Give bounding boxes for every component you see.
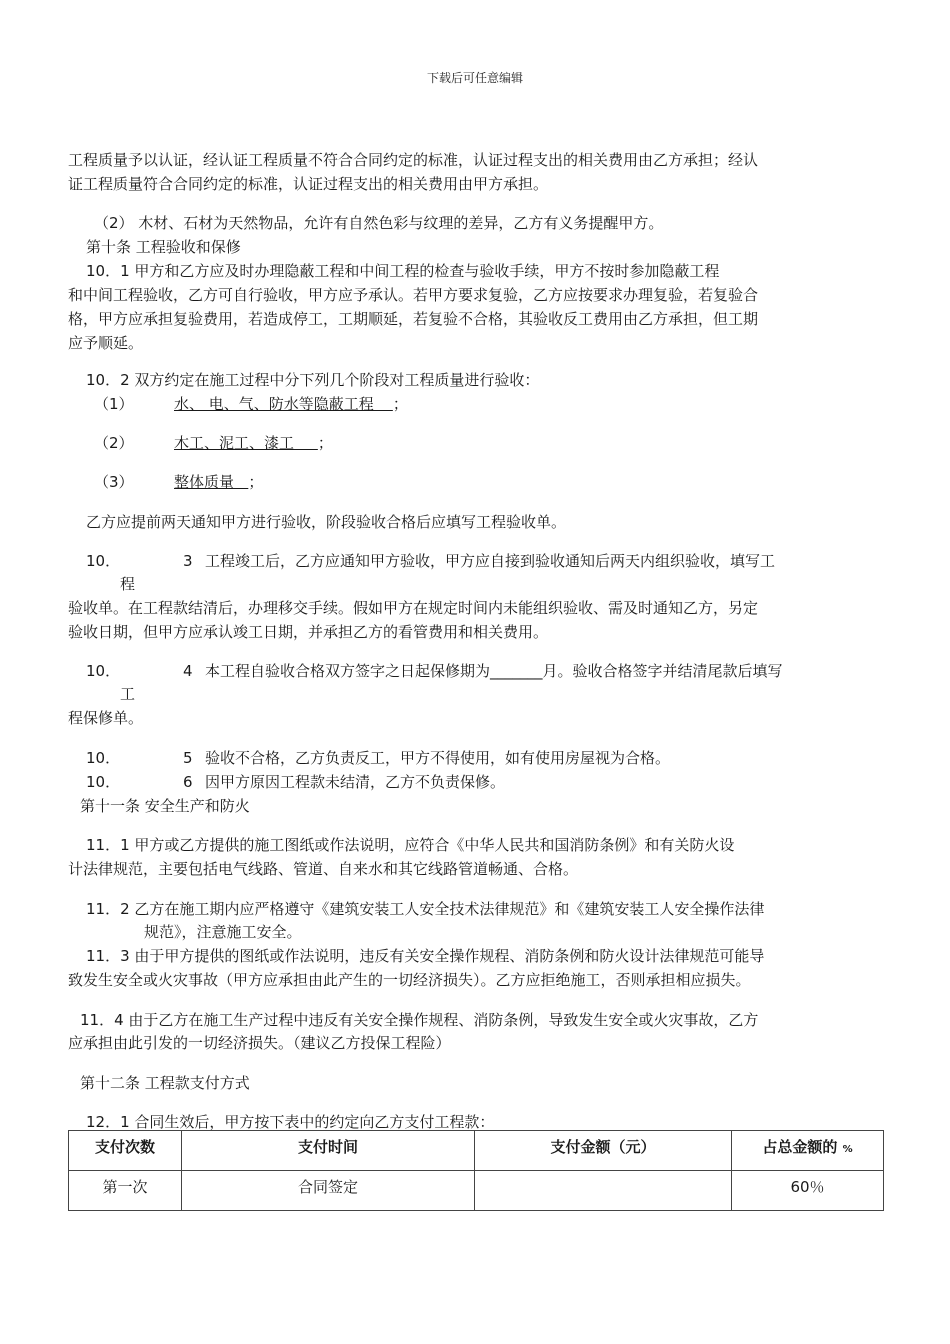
clause-11-2-line-2: 规范》，注意施工安全。 — [144, 923, 302, 941]
clause-10-3-line-3: 验收日期，但甲方应承认竣工日期，并承担乙方的看管费用和相关费用。 — [68, 623, 549, 641]
clause-10-6-sub: 6 — [183, 773, 193, 791]
stage-3-text: 整体质量 — [174, 473, 249, 491]
cell-times: 第一次 — [69, 1171, 182, 1211]
clause-10-1-line-3: 格，甲方应承担复验费用，若造成停工，工期顺延，若复验不合格，其验收反工费用由乙方承担，但工期 — [68, 310, 759, 328]
stage-notice: 乙方应提前两天通知甲方进行验收，阶段验收合格后应填写工程验收单。 — [86, 513, 567, 531]
intro-line-1: 工程质量予以认证，经认证工程质量不符合合同约定的标准，认证过程支出的相关费用由乙方承担；经认 — [68, 151, 759, 169]
clause-10-4-line-1: 本工程自验收合格双方签字之日起保修期为_______月。验收合格签字并结清尾款后填写 — [205, 662, 783, 680]
clause-11-4-line-1: 11．4 由于乙方在施工生产过程中违反有关安全操作规程、消防条例，导致发生安全或火灾事故，乙方 — [80, 1011, 759, 1029]
item-wood-stone: （2） 木材、石材为天然物品，允许有自然色彩与纹理的差异，乙方有义务提醒甲方。 — [94, 214, 664, 232]
cell-when: 合同签定 — [182, 1171, 475, 1211]
clause-10-4-number: 10． — [86, 662, 121, 680]
header-payment-amount: 支付金额（元） — [475, 1131, 732, 1171]
stage-1-end: ； — [392, 395, 408, 413]
article-12-title: 第十二条 工程款支付方式 — [80, 1074, 250, 1092]
clause-10-1-line-4: 应予顺延。 — [68, 334, 144, 352]
stage-1-number: （1） — [94, 395, 134, 413]
article-10-title: 第十条 工程验收和保修 — [86, 238, 241, 256]
stage-3-item — [174, 472, 263, 492]
intro-line-2: 证工程质量符合合同约定的标准，认证过程支出的相关费用由甲方承担。 — [68, 175, 549, 193]
clause-12-1: 12．1 合同生效后，甲方按下表中的约定向乙方支付工程款： — [86, 1113, 495, 1131]
table-row — [69, 1171, 884, 1211]
clause-10-1-line-2: 和中间工程验收，乙方可自行验收，甲方应予承认。若甲方要求复验，乙方应按要求办理复验，若复验合 — [68, 286, 759, 304]
clause-10-3-sub: 3 — [183, 552, 193, 570]
stage-1-text: 水、 电、气、防水等隐蔽工程 — [174, 395, 393, 413]
clause-11-3-line-1: 11．3 由于甲方提供的图纸或作法说明，违反有关安全操作规程、消防条例和防火设计法律规范可能导 — [86, 947, 765, 965]
article-11-title: 第十一条 安全生产和防火 — [80, 797, 250, 815]
clause-10-6-text: 因甲方原因工程款未结清，乙方不负责保修。 — [205, 773, 506, 791]
stage-2-item — [174, 433, 333, 453]
clause-10-3-wrap: 程 — [120, 575, 136, 593]
clause-10-4-wrap: 工 — [120, 685, 136, 703]
stage-3-number: （3） — [94, 473, 134, 491]
stage-1-item — [174, 394, 408, 414]
header-percent-symbol: % — [842, 1144, 853, 1155]
clause-10-3-line-1: 工程竣工后，乙方应通知甲方验收，甲方应自接到验收通知后两天内组织验收，填写工 — [205, 552, 776, 570]
header-payment-time: 支付时间 — [182, 1131, 475, 1171]
clause-11-1-line-1: 11．1 甲方或乙方提供的施工图纸或作法说明，应符合《中华人民共和国消防条例》和有关防火设 — [86, 836, 735, 854]
payment-schedule-table — [68, 1130, 884, 1211]
page-header-note: 下载后可任意编辑 — [426, 71, 523, 85]
stage-3-end: ； — [248, 473, 264, 491]
clause-10-3-number: 10． — [86, 552, 121, 570]
clause-10-4-sub: 4 — [183, 662, 193, 680]
clause-10-5-text: 验收不合格，乙方负责反工，甲方不得使用，如有使用房屋视为合格。 — [205, 749, 671, 767]
clause-10-3-line-2: 验收单。在工程款结清后，办理移交手续。假如甲方在规定时间内未能组织验收、需及时通知乙方，另定 — [68, 599, 759, 617]
stage-2-end: ； — [317, 434, 333, 452]
clause-11-1-line-2: 计法律规范，主要包括电气线路、管道、自来水和其它线路管道畅通、合格。 — [68, 860, 579, 878]
cell-amount — [475, 1171, 732, 1211]
clause-10-4-line-2: 程保修单。 — [68, 709, 144, 727]
clause-11-2-line-1: 11．2 乙方在施工期内应严格遵守《建筑安装工人安全技术法律规范》和《建筑安装工人安全操作法律 — [86, 900, 765, 918]
header-percent-label: 占总金额的 — [762, 1138, 838, 1156]
clause-11-3-line-2: 致发生安全或火灾事故（甲方应承担由此产生的一切经济损失）。乙方应拒绝施工，否则承担相应损失。 — [68, 971, 751, 989]
header-payment-times: 支付次数 — [69, 1131, 182, 1171]
clause-10-5-number: 10． — [86, 749, 121, 767]
stage-2-text: 木工、泥工、漆工 — [174, 434, 318, 452]
table-header-row — [69, 1131, 884, 1171]
clause-11-4-line-2: 应承担由此引发的一切经济损失。（建议乙方投保工程险） — [68, 1034, 451, 1052]
clause-10-5-sub: 5 — [183, 749, 193, 767]
clause-10-1-line-1: 10．1 甲方和乙方应及时办理隐蔽工程和中间工程的检查与验收手续，甲方不按时参加隐蔽工程 — [86, 262, 720, 280]
header-payment-percent — [732, 1131, 884, 1171]
clause-10-6-number: 10． — [86, 773, 121, 791]
stage-2-number: （2） — [94, 434, 134, 452]
cell-percent: 60％ — [732, 1171, 884, 1211]
clause-10-2-intro: 10．2 双方约定在施工过程中分下列几个阶段对工程质量进行验收： — [86, 371, 540, 389]
